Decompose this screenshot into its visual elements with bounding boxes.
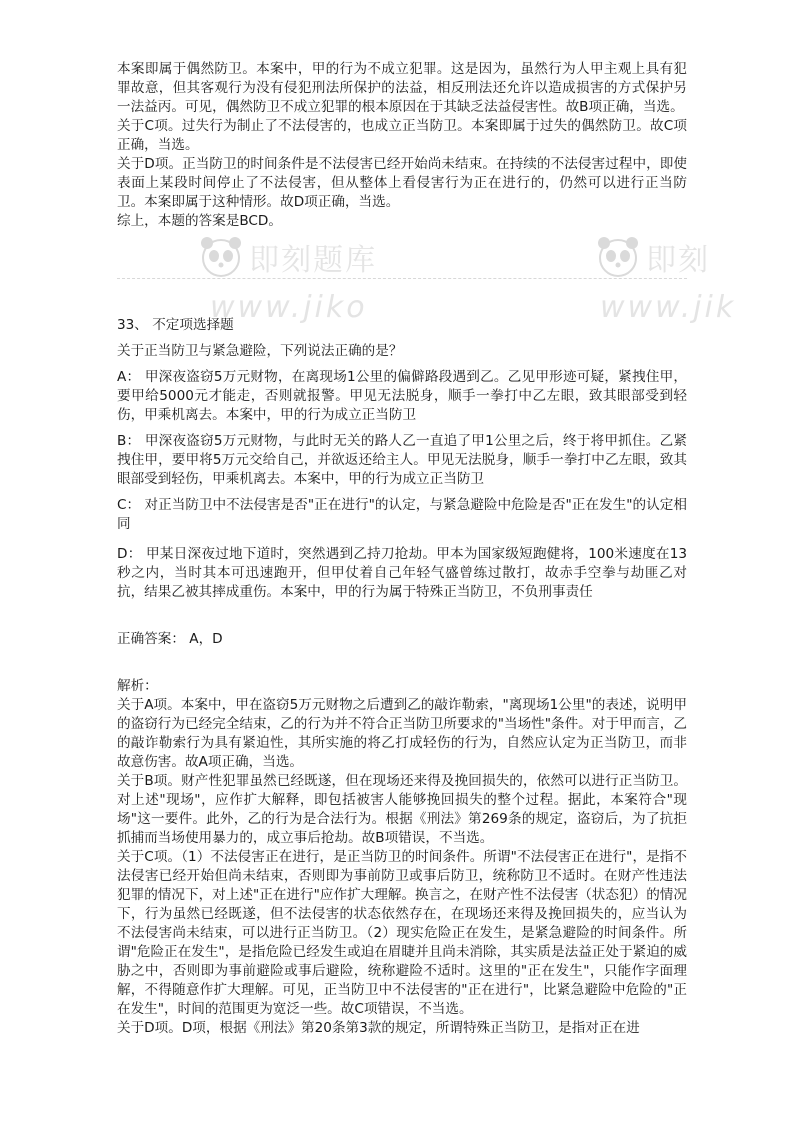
explanation-paragraph: 本案即属于偶然防卫。本案中，甲的行为不成立犯罪。这是因为，虽然行为人甲主观上具有犯罪故意，但其客观行为没有侵犯刑法所保护的法益，相反刑法还允许以造成损害的方式保护另一法益丙。可见，偶然防卫不成立犯罪的根本原因在于其缺乏法益侵害性。故B项正确，当选。 bbox=[117, 61, 687, 115]
watermark-right bbox=[595, 234, 710, 280]
correct-answer: 正确答案： A，D bbox=[117, 631, 223, 647]
option-a: A： 甲深夜盗窃5万元财物，在离现场1公里的偏僻路段遇到乙。乙见甲形迹可疑，紧拽住甲，要甲给5000元才能走，否则就报警。甲见无法脱身，顺手一拳打中乙左眼，致其眼部受到轻伤，甲乘机离去。本案中，甲的行为成立正当防卫 bbox=[117, 369, 687, 423]
option-b: B： 甲深夜盗窃5万元财物，与此时无关的路人乙一直追了甲1公里之后，终于将甲抓住。乙紧拽住甲，要甲将5万元交给自己，并欲返还给主人。甲见无法脱身，顺手一拳打中乙左眼，致其眼部受到轻伤，甲乘机离去。本案中，甲的行为成立正当防卫 bbox=[117, 433, 687, 487]
question-stem: 关于正当防卫与紧急避险，下列说法正确的是？ bbox=[117, 343, 403, 359]
analysis-paragraph: 关于A项。本案中，甲在盗窃5万元财物之后遭到乙的敲诈勒索，"离现场1公里"的表述，说明甲的盗窃行为已经完全结束，乙的行为并不符合正当防卫所要求的"当场性"条件。对于甲而言，乙的敲诈勒索行为具有紧迫性，其所实施的将乙打成轻伤的行为，自然应认定为正当防卫，而非故意伤害。故A项正确，当选。 bbox=[117, 697, 687, 770]
analysis-paragraph: 关于D项。D项，根据《刑法》第20条第3款的规定，所谓特殊正当防卫，是指对正在进 bbox=[117, 1020, 640, 1036]
section-divider bbox=[117, 278, 687, 279]
explanation-paragraph: 关于C项。过失行为制止了不法侵害的，也成立正当防卫。本案即属于过失的偶然防卫。故C项正确，当选。 bbox=[117, 118, 687, 153]
option-d: D： 甲某日深夜过地下道时，突然遇到乙持刀抢劫。甲本为国家级短跑健将，100米速度在13秒之内，当时其本可迅速跑开，但甲仗着自己年轻气盛曾练过散打，故赤手空拳与劫匪乙对抗，结果乙被其摔成重伤。本案中，甲的行为属于特殊正当防卫，不负刑事责任 bbox=[117, 546, 687, 600]
analysis-paragraph: 关于B项。财产性犯罪虽然已经既遂，但在现场还来得及挽回损失的，依然可以进行正当防卫。对上述"现场"，应作扩大解释，即包括被害人能够挽回损失的整个过程。据此，本案符合"现场"这一要件。此外，乙的行为是合法行为。根据《刑法》第269条的规定，盗窃后，为了抗拒抓捕而当场使用暴力的，成立事后抢劫。故B项错误，不当选。 bbox=[117, 773, 687, 846]
watermark-url: www.jiko bbox=[210, 290, 368, 325]
watermark-url-partial: www.jik bbox=[600, 290, 737, 325]
previous-explanation bbox=[117, 60, 687, 231]
analysis-paragraph: 关于C项。（1）不法侵害正在进行，是正当防卫的时间条件。所谓"不法侵害正在进行"，是指不法侵害已经开始但尚未结束，否则即为事前防卫或事后防卫，统称防卫不适时。在财产性违法犯罪的情况下，对上述"正在进行"应作扩大理解。换言之，在财产性不法侵害（状态犯）的情况下，行为虽然已经既遂，但不法侵害的状态依然存在，在现场还来得及挽回损失的，应当认为不法侵害尚未结束，可以进行正当防卫。（2）现实危险正在发生，是紧急避险的时间条件。所谓"危险正在发生"，是指危险已经发生或迫在眉睫并且尚未消除，其实质是法益正处于紧迫的威胁之中，否则即为事前避险或事后避险，统称避险不适时。这里的"正在发生"，只能作字面理解，不得随意作扩大理解。可见，正当防卫中不法侵害的"正在进行"，比紧急避险中危险的"正在发生"，时间的范围更为宽泛一些。故C项错误，不当选。 bbox=[117, 849, 687, 1017]
panda-logo-icon bbox=[198, 234, 244, 280]
watermark-brand-partial: 即刻 bbox=[646, 243, 711, 278]
analysis-label: 解析： bbox=[117, 678, 158, 694]
watermark-left bbox=[198, 234, 377, 280]
explanation-conclusion: 综上，本题的答案是BCD。 bbox=[117, 213, 282, 229]
panda-logo-icon bbox=[595, 234, 641, 280]
option-c: C： 对正当防卫中不法侵害是否"正在进行"的认定，与紧急避险中危险是否"正在发生"的认定相同 bbox=[117, 497, 687, 532]
question-block bbox=[117, 316, 687, 1038]
explanation-paragraph: 关于D项。正当防卫的时间条件是不法侵害已经开始尚未结束。在持续的不法侵害过程中，即使表面上某段时间停止了不法侵害，但从整体上看侵害行为正在进行的，仍然可以进行正当防卫。本案即属于这种情形。故D项正确，当选。 bbox=[117, 156, 687, 210]
watermark-brand: 即刻题库 bbox=[249, 243, 378, 278]
question-number: 33、 不定项选择题 bbox=[117, 317, 234, 333]
